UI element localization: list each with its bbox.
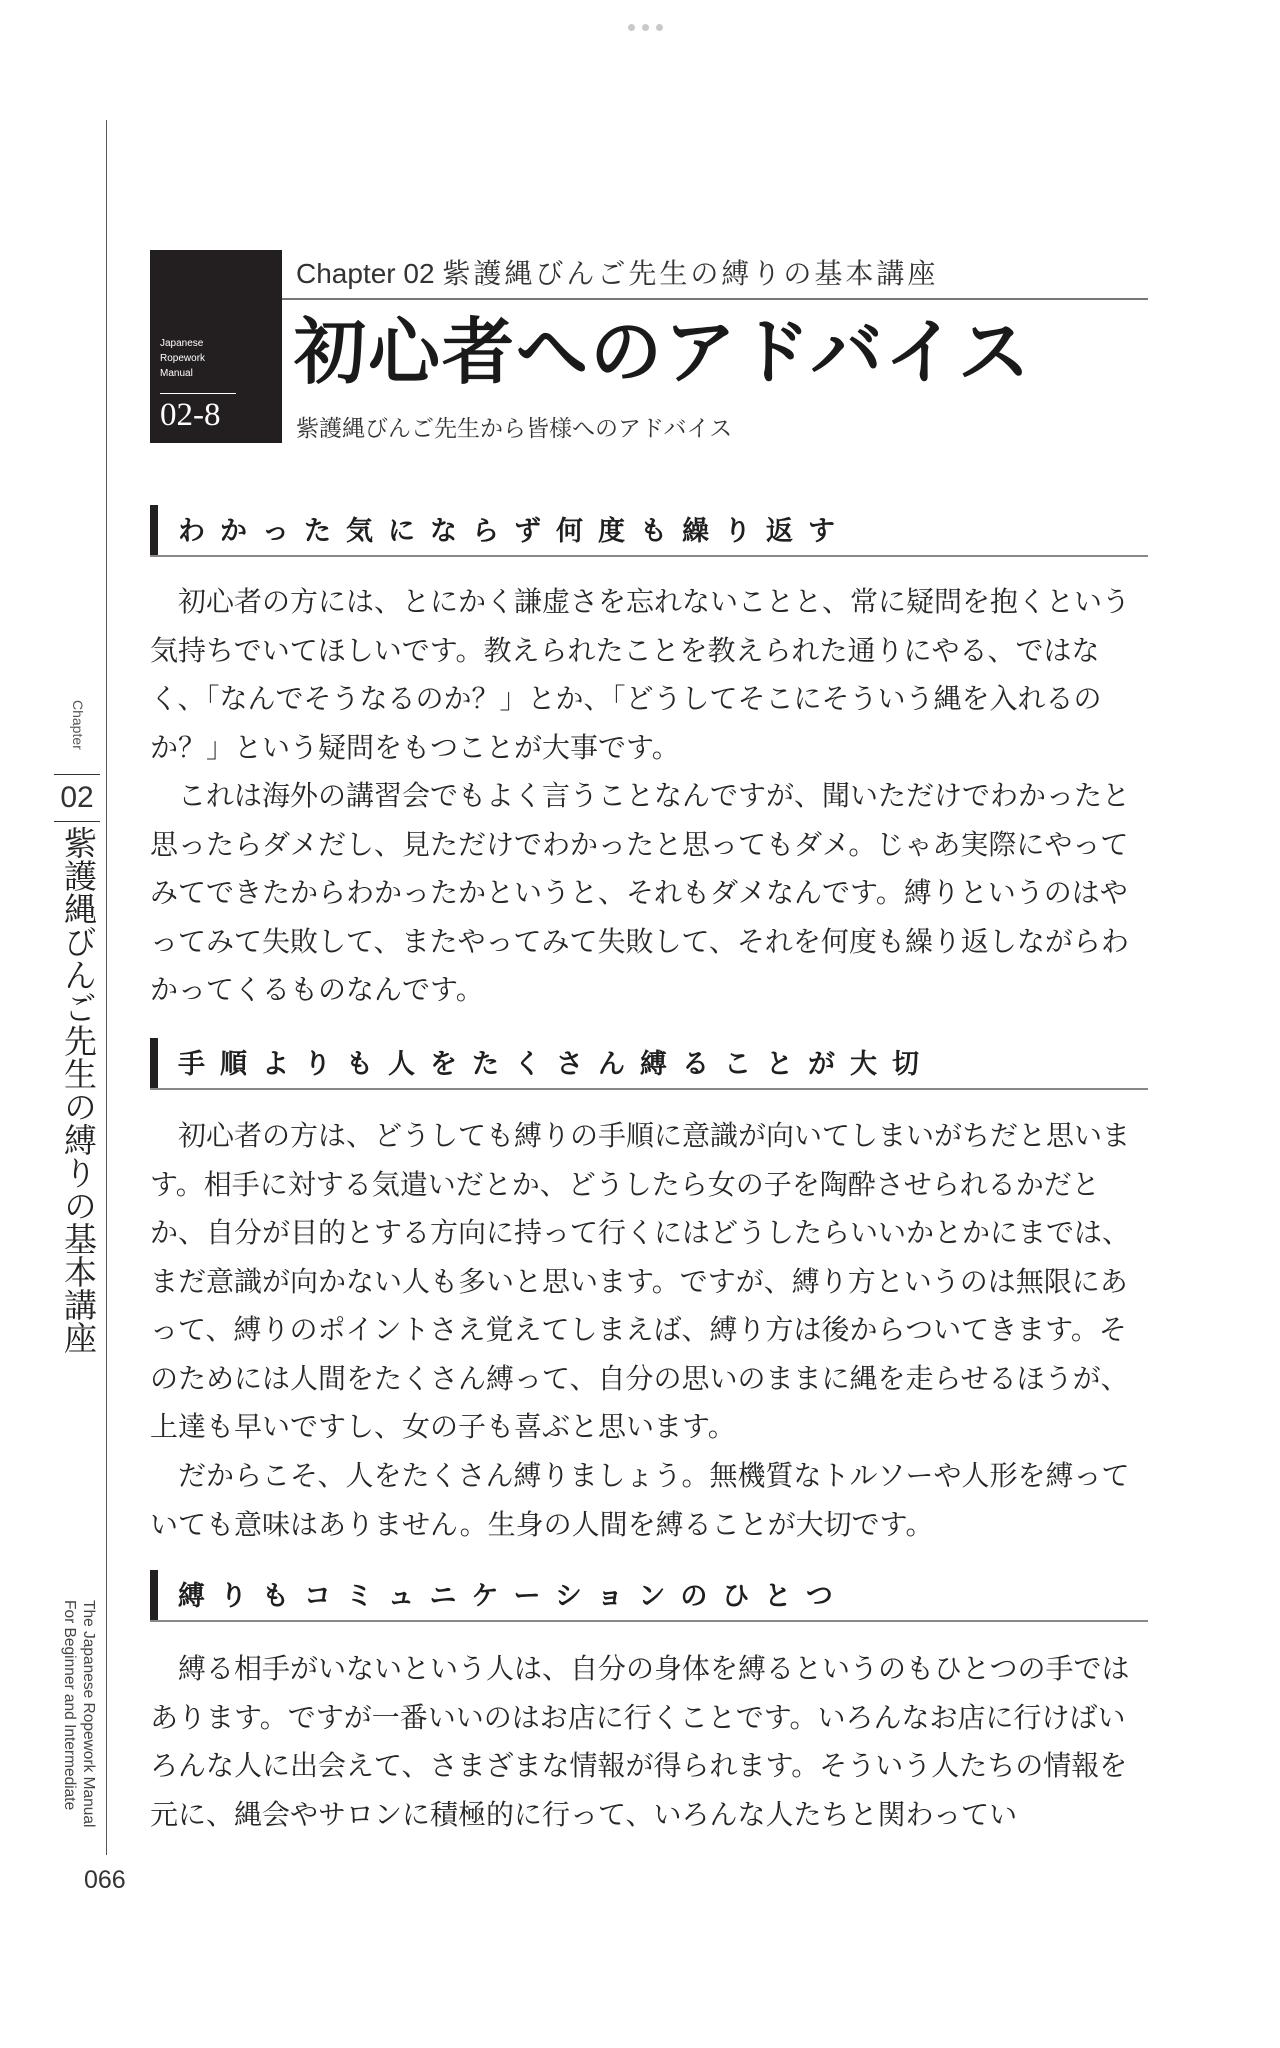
- chapter-rule: [282, 298, 1148, 300]
- chapter-heading-jp: 紫護縄びんご先生の縛りの基本講座: [442, 258, 939, 289]
- section-heading-3: [150, 1570, 1148, 1622]
- section-heading-text: わかった気にならず何度も繰り返す: [178, 516, 850, 547]
- box-rule: [160, 393, 236, 394]
- section-heading-bar: [150, 1038, 158, 1088]
- box-small-line-2: Ropework: [160, 353, 206, 364]
- margin-rule: [106, 120, 107, 1855]
- box-small-line-3: Manual: [160, 368, 193, 379]
- box-small-text: [160, 336, 205, 381]
- section-code: 02-8: [160, 397, 221, 433]
- paragraph: 初心者の方は、どうしても縛りの手順に意識が向いてしまいがちだと思います。相手に対する気遣いだとか、どうしたら女の子を陶酔させられるかだとか、自分が目的とする方向に持って行くにはどうしたらいいかとかにまでは、まだ意識が向かない人も多いと思います。ですが、縛り方というのは無限にあって、縛りのポイントさえ覚えてしまえば、縛り方は後からついてきます。そのためには人間をたくさん縛って、自分の思いのままに縄を走らせるほうが、上達も早いですし、女の子も喜ぶと思います。: [150, 1119, 1131, 1443]
- section-heading-text: 縛りもコミュニケーションのひとつ: [178, 1581, 848, 1612]
- page-title: 初心者へのアドバイス: [294, 310, 1032, 394]
- page-indicator-dots: [628, 24, 663, 31]
- section-heading-1: [150, 505, 1148, 557]
- side-chapter-label: Chapter: [70, 700, 86, 750]
- box-small-line-1: Japanese: [160, 338, 204, 349]
- section-heading-bar: [150, 1570, 158, 1620]
- paragraph: 初心者の方には、とにかく謙虚さを忘れないことと、常に疑問を抱くという気持ちでいてほしいです。教えられたことを教えられた通りにやる、ではなく、「なんでそうなるのか？」とか、「どうしてそこにそういう縄を入れるのか？」という疑問をもつことが大事です。: [150, 585, 1131, 764]
- section-heading-2: [150, 1038, 1148, 1090]
- chapter-heading: [296, 252, 938, 292]
- paragraph: これは海外の講習会でもよく言うことなんですが、聞いただけでわかったと思ったらダメだし、見ただけでわかったと思ってもダメ。じゃあ実際にやってみてできたからわかったかというと、それもダメなんです。縛りというのはやってみて失敗して、またやってみて失敗して、それを何度も繰り返しながらわかってくるものなんです。: [150, 779, 1131, 1006]
- side-chapter-number: 02: [54, 774, 100, 822]
- paragraph: 縛る相手がいないという人は、自分の身体を縛るというのもひとつの手ではあります。ですが一番いいのはお店に行くことです。いろんなお店に行けばいろんな人に出会えて、さまざまな情報が得られます。そういう人たちの情報を元に、縄会やサロンに積極的に行って、いろんな人たちと関わってい: [150, 1652, 1130, 1831]
- side-book-title: [50, 1600, 98, 1842]
- section-heading-text: 手順よりも人をたくさん縛ることが大切: [178, 1049, 934, 1080]
- side-book-title-line-1: The Japanese Ropework Manual: [80, 1600, 97, 1828]
- section-code-box: [150, 250, 282, 443]
- paragraph: だからこそ、人をたくさん縛りましょう。無機質なトルソーや人形を縛っていても意味はありません。生身の人間を縛ることが大切です。: [150, 1459, 1130, 1541]
- side-chapter-title: 紫護縄びんご先生の縛りの基本講座: [59, 826, 98, 1354]
- chapter-heading-en: Chapter 02: [296, 258, 435, 289]
- page-subtitle: 紫護縄びんご先生から皆様へのアドバイス: [296, 416, 733, 442]
- page-number: 066: [84, 1866, 126, 1894]
- section-heading-bar: [150, 505, 158, 555]
- side-book-title-line-2: For Beginner and Intermediate: [61, 1600, 78, 1811]
